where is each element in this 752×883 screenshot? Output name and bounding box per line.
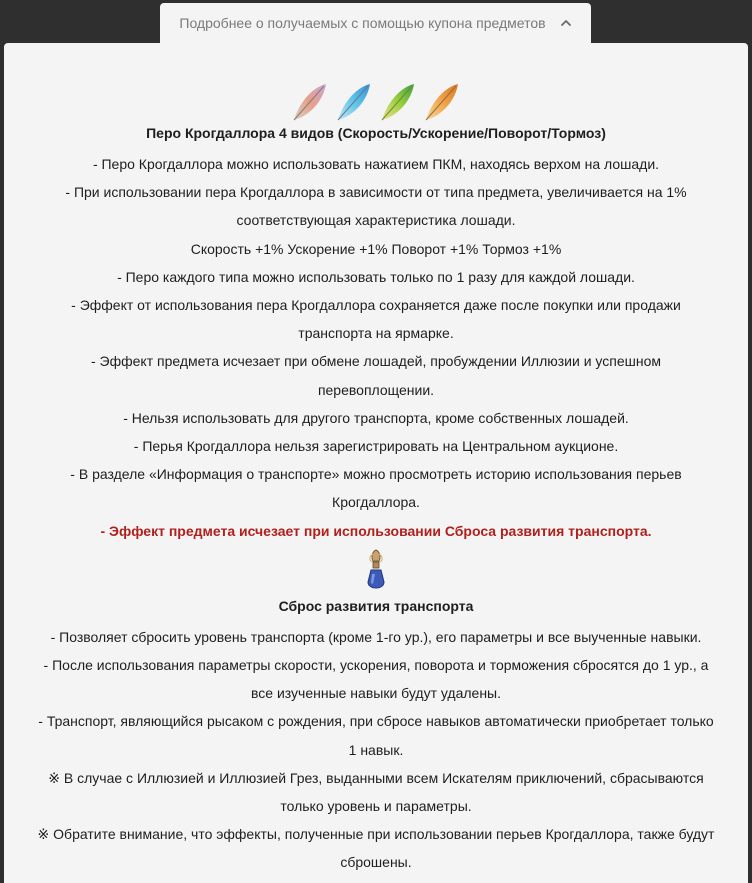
reset-line: 1 навык.: [348, 742, 404, 758]
reset-line: все изученные навыки будут удалены.: [250, 685, 502, 701]
reset-line: ※ Обратите внимание, что эффекты, полученные при использовании перьев Крогдаллора, также будут: [37, 826, 715, 842]
reset-line: - Транспорт, являющийся рысаком с рождения, при сбросе навыков автоматически приобретает только: [38, 713, 714, 729]
item-details-panel: [4, 43, 748, 883]
tab-label: Подробнее о получаемых с помощью купона предметов: [179, 15, 546, 31]
reset-section-title: Сброс развития транспорта: [278, 598, 474, 614]
feather-line: - При использовании пера Крогдаллора в зависимости от типа предмета, увеличивается на 1%: [65, 184, 687, 200]
feather-line: Крогдаллора.: [332, 494, 420, 510]
feather-line: Скорость +1% Ускорение +1% Поворот +1% Тормоз +1%: [190, 241, 562, 257]
feather-line: перевоплощении.: [317, 382, 435, 398]
feather-line: соответствующая характеристика лошади.: [236, 212, 516, 228]
feather-line: - Перо Крогдаллора можно использовать нажатием ПКМ, находясь верхом на лошади.: [92, 156, 660, 172]
transport-reset-potion-icon: [364, 548, 388, 596]
reset-line: ※ В случае с Иллюзией и Иллюзией Грез, выданными всем Искателям приключений, сбрасываются: [48, 770, 704, 786]
feather-line: - Эффект предмета исчезает при обмене лошадей, пробуждении Иллюзии и успешном: [90, 353, 661, 369]
feather-line: - В разделе «Информация о транспорте» можно просмотреть историю использования перьев: [70, 466, 682, 482]
feather-line: - Перья Крогдаллора нельзя зарегистрировать на Центральном аукционе.: [133, 438, 619, 454]
reset-line: - Позволяет сбросить уровень транспорта (кроме 1-го ур.), его параметры и все выученные навыки.: [50, 629, 702, 645]
reset-line: - После использования параметры скорости, ускорения, поворота и торможения сбросятся до 1 ур., а: [43, 657, 709, 673]
feather-line: - Эффект от использования пера Крогдаллора сохраняется даже после покупки или продажи: [71, 297, 681, 313]
reset-line: сброшены.: [340, 854, 412, 870]
feather-line: - Нельзя использовать для другого транспорта, кроме собственных лошадей.: [123, 410, 629, 426]
feather-line: - Перо каждого типа можно использовать только по 1 разу для каждой лошади.: [117, 269, 635, 285]
chevron-up-icon: [560, 17, 572, 29]
reset-line: только уровень и параметры.: [280, 798, 472, 814]
feather-section-title: Перо Крогдаллора 4 видов (Скорость/Ускорение/Поворот/Тормоз): [146, 125, 606, 141]
feather-line: транспорта на ярмарке.: [298, 325, 454, 341]
krogdallor-feathers-icon: [288, 80, 464, 122]
item-details-toggle-tab[interactable]: [160, 3, 591, 43]
reset-warning: - Эффект предмета исчезает при использовании Сброса развития транспорта.: [100, 523, 652, 539]
